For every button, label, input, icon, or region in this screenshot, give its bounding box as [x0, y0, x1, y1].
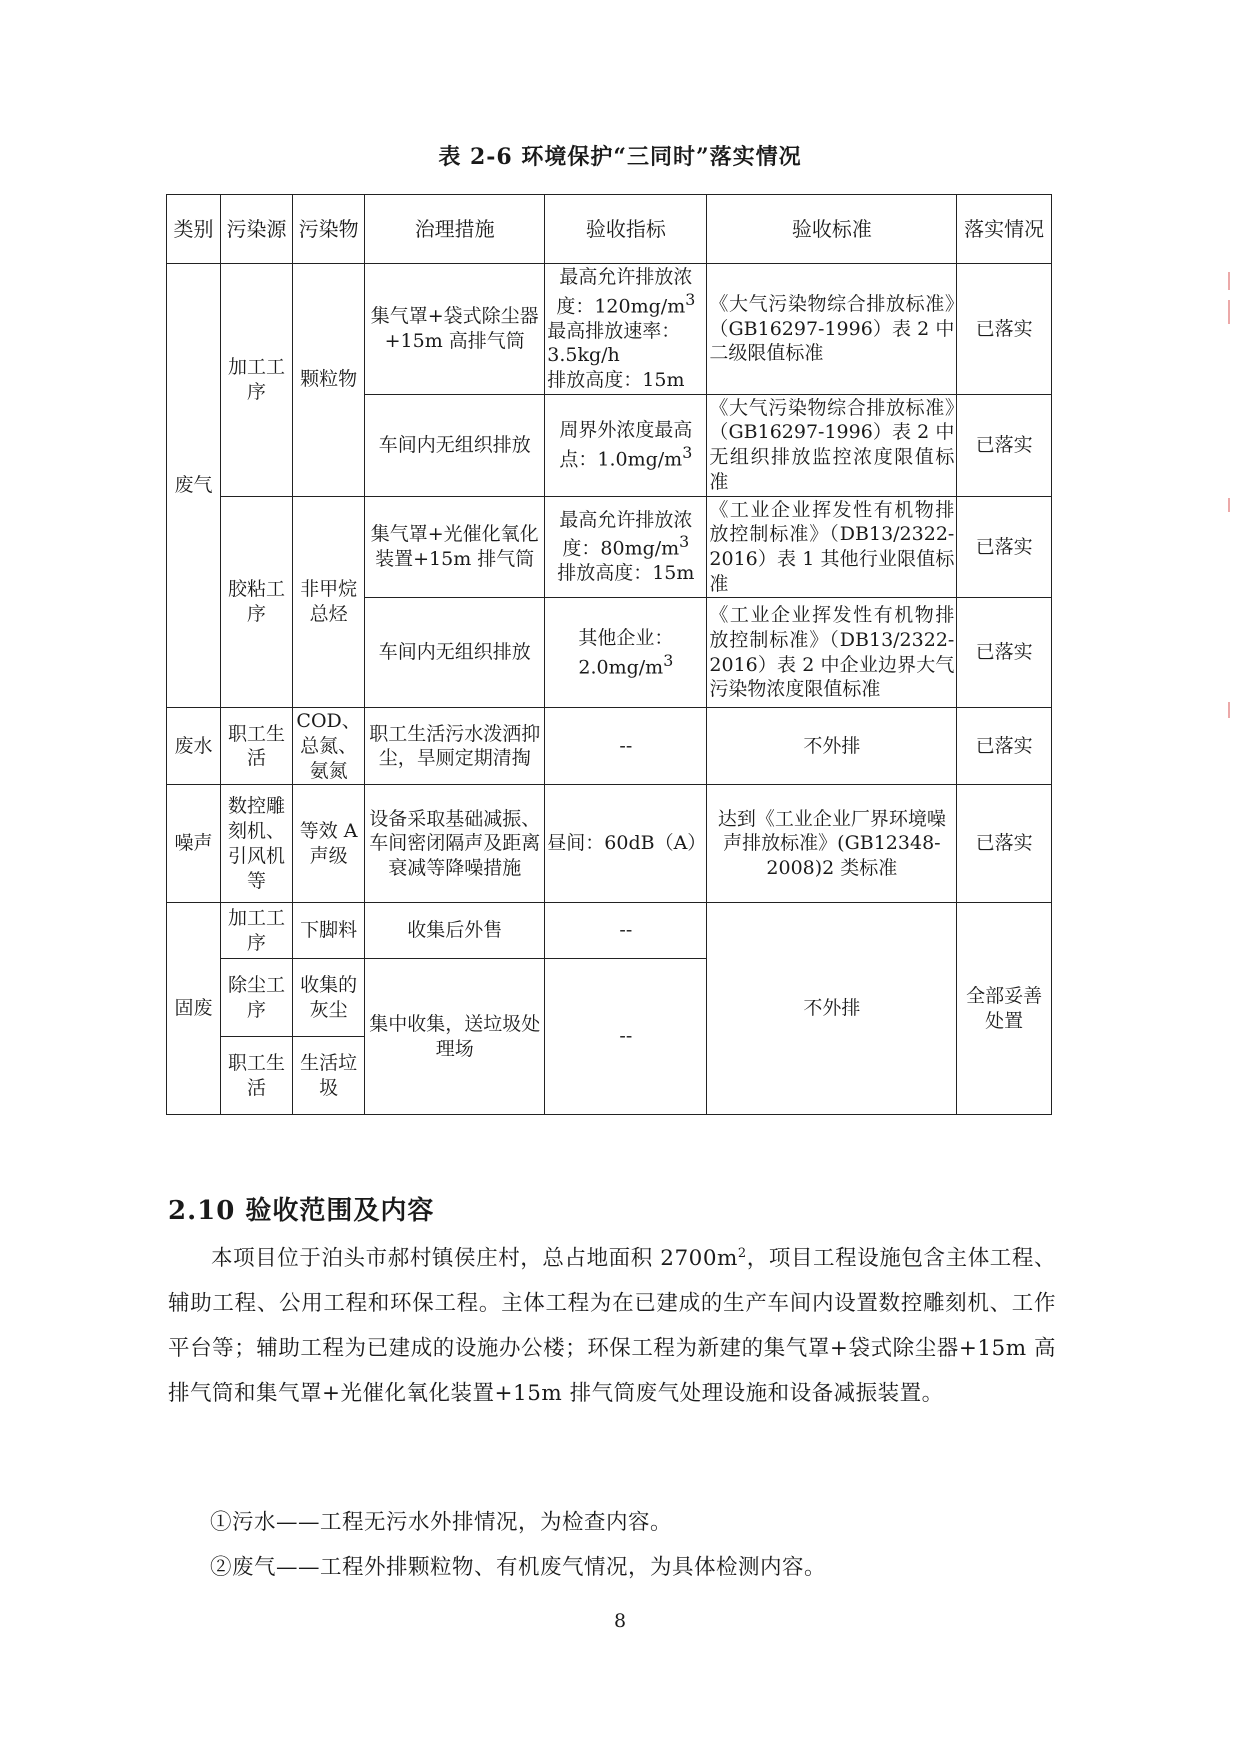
status-cell: 已落实	[957, 598, 1052, 708]
measure-cell: 设备采取基础减振、车间密闭隔声及距离衰减等降噪措施	[365, 785, 545, 903]
section-paragraph	[168, 1231, 1056, 1416]
header-pollutant: 污染物	[293, 195, 365, 264]
measure-cell: 收集后外售	[365, 903, 545, 959]
indicator-line: 周界外浓度最高点：1.0mg/m	[559, 419, 693, 471]
measure-cell: 车间内无组织排放	[365, 598, 545, 708]
pollutant-cell: 生活垃圾	[293, 1037, 365, 1115]
scan-edge-mark	[1228, 702, 1230, 718]
indicator-cell	[545, 394, 707, 496]
standard-cell: 《大气污染物综合排放标准》（GB16297-1996）表 2 中二级限值标准	[707, 264, 957, 395]
indicator-line: 其他企业：	[578, 626, 674, 649]
standard-cell: 《大气污染物综合排放标准》（GB16297-1996）表 2 中无组织排放监控浓度限值标准	[707, 394, 957, 496]
indicator-cell	[545, 496, 707, 598]
scan-edge-mark	[1228, 272, 1230, 290]
standard-cell: 《工业企业挥发性有机物排放控制标准》（DB13/2322-2016）表 1 其他行业限值标准	[707, 496, 957, 598]
page-number: 8	[613, 1610, 627, 1632]
standard-cell: 达到《工业企业厂界环境噪声排放标准》(GB12348-2008)2 类标准	[707, 785, 957, 903]
category-waste-gas: 废气	[167, 264, 221, 708]
pollutant-cell: COD、总氮、氨氮	[293, 708, 365, 785]
section-title: 2.10 验收范围及内容	[168, 1196, 435, 1226]
scan-edge-mark	[1228, 300, 1230, 324]
table-row	[167, 496, 1052, 598]
measure-cell: 职工生活污水泼洒抑尘，旱厕定期清掏	[365, 708, 545, 785]
source-cell: 加工工序	[221, 264, 293, 497]
indicator-line: 排放高度：15m	[547, 369, 685, 392]
superscript: 3	[663, 650, 674, 670]
header-source: 污染源	[221, 195, 293, 264]
indicator-cell: --	[545, 903, 707, 959]
status-cell: 已落实	[957, 394, 1052, 496]
header-status: 落实情况	[957, 195, 1052, 264]
indicator-line: 排放高度：15m	[557, 562, 695, 585]
indicator-cell: --	[545, 959, 707, 1115]
table-caption: 表 2-6 环境保护“三同时”落实情况	[438, 144, 802, 170]
source-cell: 职工生活	[221, 1037, 293, 1115]
indicator-line: 最高允许排放浓度：120mg/m	[556, 266, 693, 318]
pollutant-cell: 颗粒物	[293, 264, 365, 497]
source-cell: 胶粘工序	[221, 496, 293, 708]
indicator-cell	[545, 598, 707, 708]
table-row	[167, 264, 1052, 395]
scan-edge-mark	[1228, 498, 1230, 512]
status-cell: 已落实	[957, 785, 1052, 903]
superscript: 3	[679, 532, 690, 552]
superscript: 2	[737, 1246, 747, 1261]
status-cell: 全部妥善处置	[957, 903, 1052, 1115]
measure-cell: 集气罩+袋式除尘器+15m 高排气筒	[365, 264, 545, 395]
list-item: ①污水——工程无污水外排情况，为检查内容。	[210, 1510, 673, 1535]
superscript: 3	[685, 289, 696, 309]
indicator-line: 2.0mg/m	[578, 655, 664, 678]
indicator-cell: --	[545, 708, 707, 785]
list-item: ②废气——工程外排颗粒物、有机废气情况，为具体检测内容。	[210, 1555, 827, 1580]
paragraph-text: 本项目位于泊头市郝村镇侯庄村，总占地面积 2700m	[211, 1246, 738, 1272]
standard-cell: 《工业企业挥发性有机物排放控制标准》（DB13/2322-2016）表 2 中企业边界大气污染物浓度限值标准	[707, 598, 957, 708]
source-cell: 除尘工序	[221, 959, 293, 1037]
source-cell: 数控雕刻机、引风机等	[221, 785, 293, 903]
paragraph-text: ，项目工程设施包含主体工程、辅助工程、公用工程和环保工程。主体工程为在已建成的生产车间内设置数控雕刻机、工作平台等；辅助工程为已建成的设施办公楼；环保工程为新建的集气罩+袋式除尘器+15m 高排气筒和集气罩+光催化氧化装置+15m 排气筒废气处理设施和设备减振装置。	[168, 1246, 1056, 1407]
pollutant-cell: 非甲烷总烃	[293, 496, 365, 708]
table-header-row	[167, 195, 1052, 264]
indicator-line: 最高允许排放浓度：80mg/m	[559, 508, 693, 560]
superscript: 3	[682, 442, 693, 462]
category-noise: 噪声	[167, 785, 221, 903]
table-row	[167, 903, 1052, 959]
standard-cell: 不外排	[707, 903, 957, 1115]
category-waste-water: 废水	[167, 708, 221, 785]
measure-cell: 车间内无组织排放	[365, 394, 545, 496]
pollutant-cell: 下脚料	[293, 903, 365, 959]
header-indicator: 验收指标	[545, 195, 707, 264]
indicator-cell: 昼间：60dB（A）	[545, 785, 707, 903]
header-measure: 治理措施	[365, 195, 545, 264]
header-category: 类别	[167, 195, 221, 264]
source-cell: 职工生活	[221, 708, 293, 785]
header-standard: 验收标准	[707, 195, 957, 264]
source-cell: 加工工序	[221, 903, 293, 959]
indicator-line: 最高排放速率：3.5kg/h	[547, 319, 681, 367]
status-cell: 已落实	[957, 496, 1052, 598]
category-solid-waste: 固废	[167, 903, 221, 1115]
measure-cell: 集中收集，送垃圾处理场	[365, 959, 545, 1115]
environment-protection-table	[166, 194, 1052, 1115]
status-cell: 已落实	[957, 264, 1052, 395]
measure-cell: 集气罩+光催化氧化装置+15m 排气筒	[365, 496, 545, 598]
indicator-cell	[545, 264, 707, 395]
standard-cell: 不外排	[707, 708, 957, 785]
table-row	[167, 785, 1052, 903]
pollutant-cell: 收集的灰尘	[293, 959, 365, 1037]
pollutant-cell: 等效 A 声级	[293, 785, 365, 903]
table-row	[167, 708, 1052, 785]
status-cell: 已落实	[957, 708, 1052, 785]
